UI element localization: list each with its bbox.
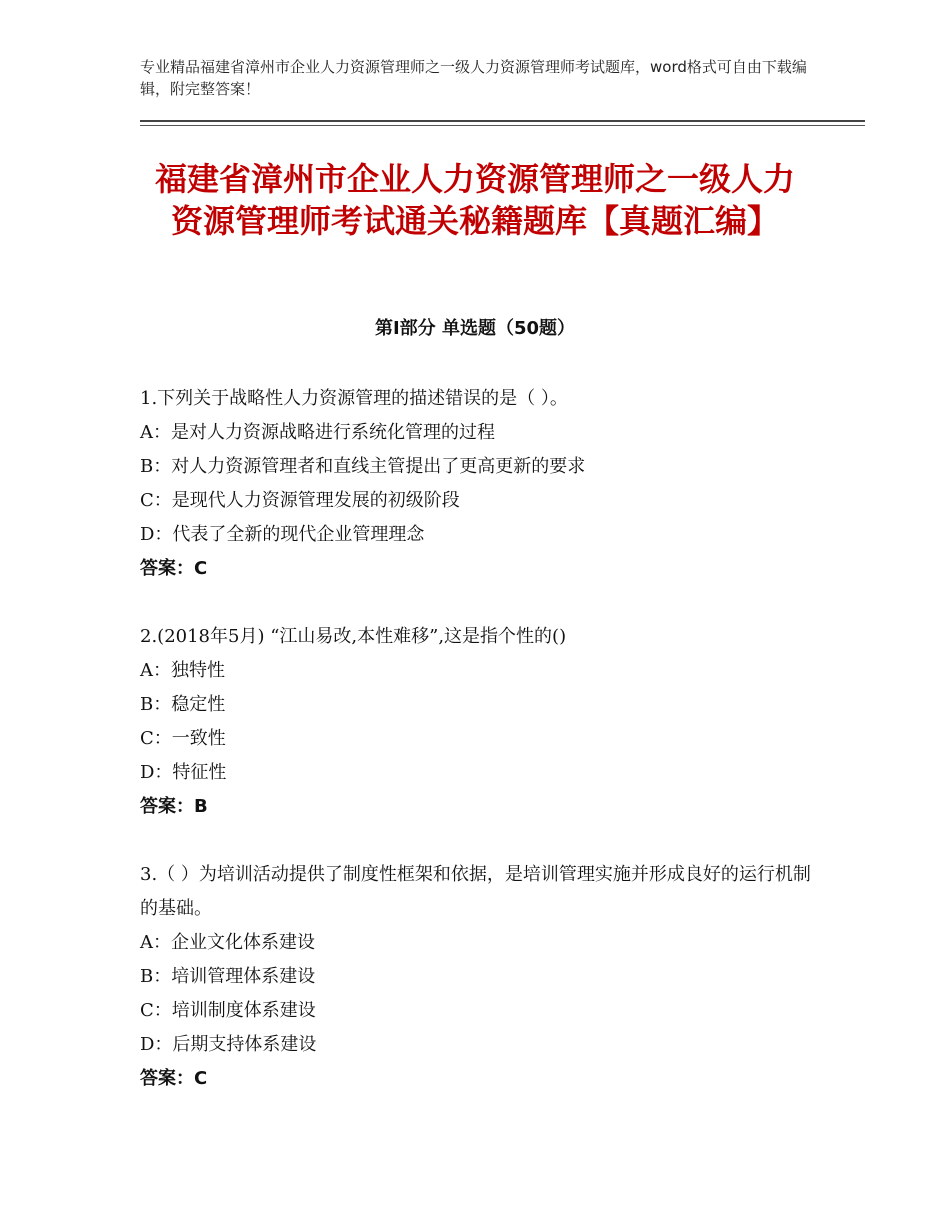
option-d: D：特征性 bbox=[140, 762, 227, 783]
option-b: B：稳定性 bbox=[140, 694, 226, 715]
answer: 答案：B bbox=[140, 796, 208, 817]
section-title: 第Ⅰ部分 单选题（50题） bbox=[374, 318, 575, 339]
option-c: C：培训制度体系建设 bbox=[140, 1000, 316, 1021]
option-c: C：一致性 bbox=[140, 728, 226, 749]
header-divider-thin bbox=[140, 125, 865, 126]
question-3 bbox=[140, 858, 820, 1096]
option-b: B：对人力资源管理者和直线主管提出了更高更新的要求 bbox=[140, 456, 586, 477]
option-b: B：培训管理体系建设 bbox=[140, 966, 316, 987]
question-2 bbox=[140, 620, 820, 824]
question-list bbox=[140, 382, 820, 1130]
question-stem: 1.下列关于战略性人力资源管理的描述错误的是（ ）。 bbox=[140, 388, 568, 409]
answer: 答案：C bbox=[140, 558, 208, 579]
option-d: D：代表了全新的现代企业管理理念 bbox=[140, 524, 425, 545]
question-stem: 3.（ ）为培训活动提供了制度性框架和依据，是培训管理实施并形成良好的运行机制的基础。 bbox=[140, 864, 811, 919]
option-d: D：后期支持体系建设 bbox=[140, 1034, 317, 1055]
header-note: 专业精品福建省漳州市企业人力资源管理师之一级人力资源管理师考试题库，word格式可自由下载编辑，附完整答案！ bbox=[140, 58, 807, 98]
question-stem: 2.(2018年5月) “江山易改,本性难移”,这是指个性的() bbox=[140, 626, 567, 647]
option-a: A：企业文化体系建设 bbox=[140, 932, 315, 953]
option-a: A：独特性 bbox=[140, 660, 225, 681]
answer: 答案：C bbox=[140, 1068, 208, 1089]
option-c: C：是现代人力资源管理发展的初级阶段 bbox=[140, 490, 460, 511]
document-title: 福建省漳州市企业人力资源管理师之一级人力资源管理师考试通关秘籍题库【真题汇编】 bbox=[154, 160, 795, 240]
option-a: A：是对人力资源战略进行系统化管理的过程 bbox=[140, 422, 495, 443]
question-1 bbox=[140, 382, 820, 586]
header-divider-thick bbox=[140, 120, 865, 122]
